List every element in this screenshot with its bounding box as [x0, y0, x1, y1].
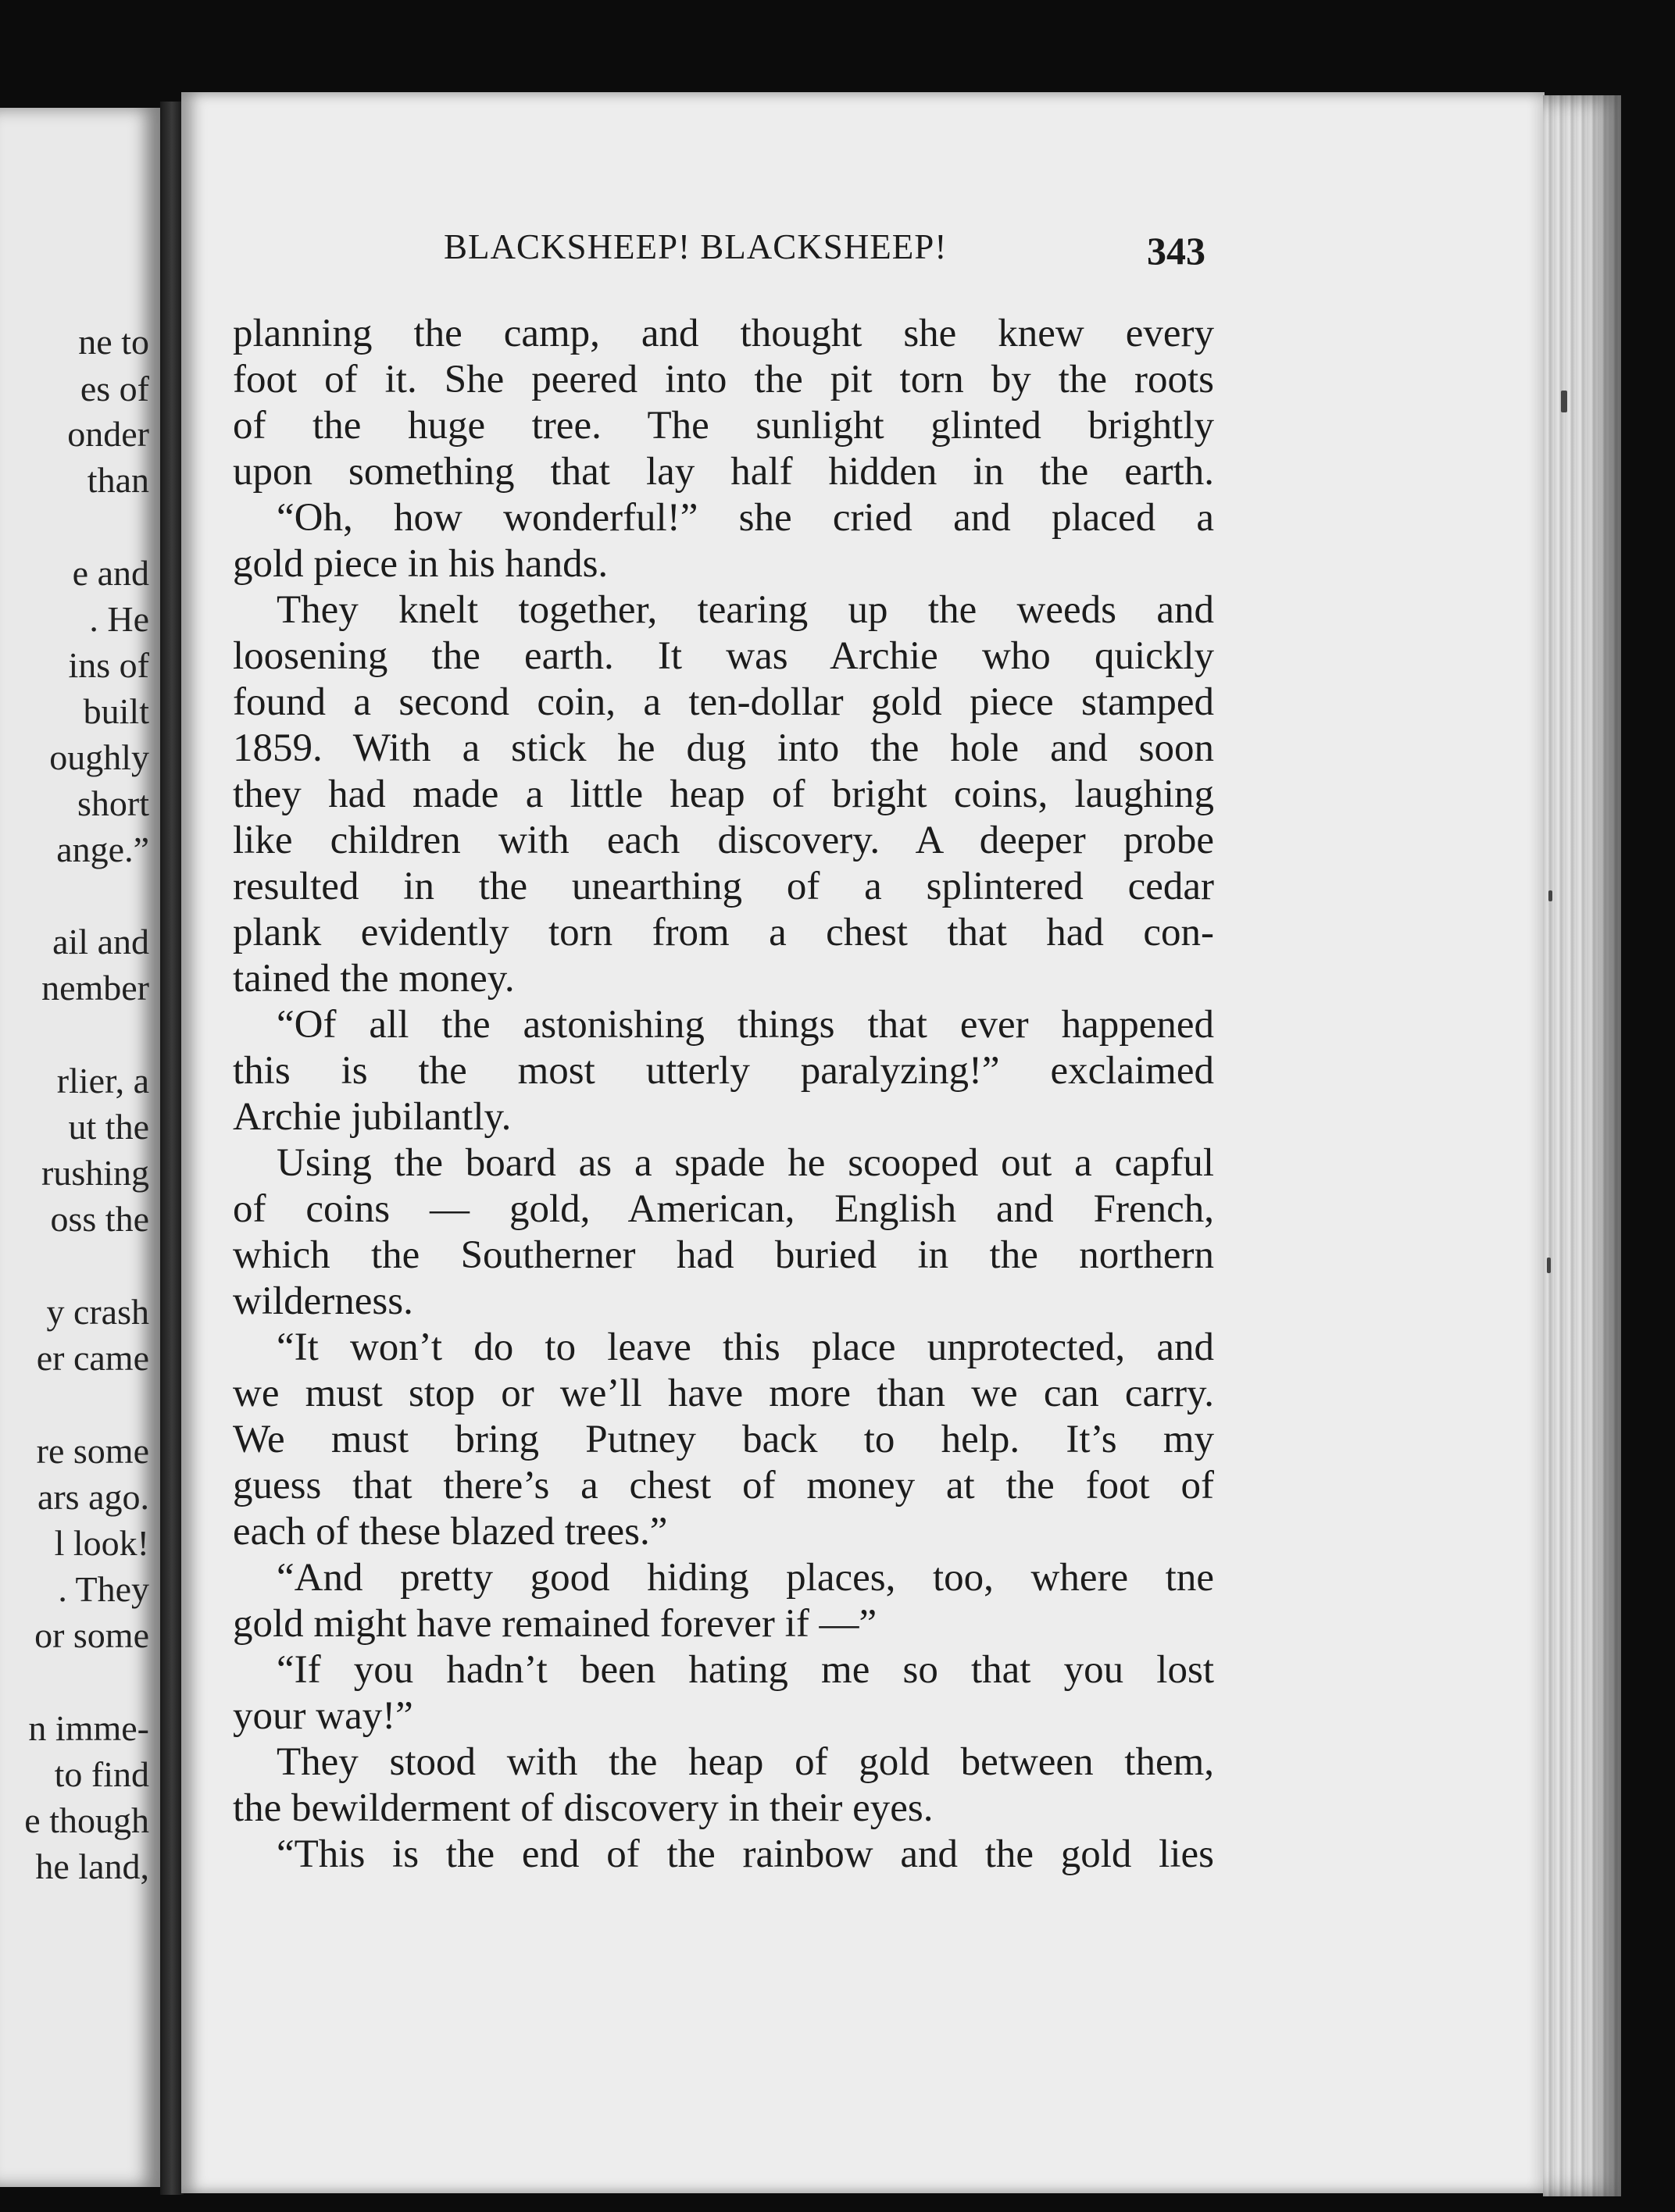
- text-line: each of these blazed trees.”: [233, 1510, 668, 1554]
- facing-page-fragment: oughly: [49, 737, 149, 777]
- facing-page-fragment: short: [77, 783, 149, 823]
- text-line: “And pretty good hiding places, too, where tne: [277, 1556, 1214, 1600]
- facing-page-fragment: . They: [58, 1569, 149, 1609]
- body-text: [233, 311, 1214, 1878]
- text-line: They knelt together, tearing up the weeds and: [277, 588, 1214, 632]
- text-line: Using the board as a spade he scooped out a capful: [277, 1141, 1214, 1185]
- facing-page-fragment: than: [87, 460, 149, 500]
- facing-page-fragment: ins of: [68, 645, 149, 685]
- text-line: “It won’t do to leave this place unprotected, and: [277, 1325, 1214, 1369]
- text-line: like children with each discovery. A deeper probe: [233, 819, 1214, 862]
- text-line: plank evidently torn from a chest that had con-: [233, 911, 1214, 954]
- text-line: of the huge tree. The sunlight glinted brightly: [233, 404, 1214, 448]
- text-line: 1859. With a stick he dug into the hole and soon: [233, 726, 1214, 770]
- facing-page-fragment: built: [83, 691, 149, 731]
- text-line: your way!”: [233, 1694, 413, 1738]
- facing-page-fragment: re some: [36, 1431, 149, 1471]
- facing-page-fragment: ail and: [52, 922, 149, 962]
- text-line: foot of it. She peered into the pit torn by the roots: [233, 358, 1214, 401]
- facing-page-fragment: ars ago.: [37, 1477, 149, 1517]
- facing-page-fragment: rushing: [41, 1153, 149, 1193]
- text-line: tained the money.: [233, 957, 515, 1001]
- facing-page-fragment: e though: [24, 1800, 149, 1840]
- text-line: this is the most utterly paralyzing!” exclaimed: [233, 1049, 1214, 1093]
- facing-page-fragment: es of: [80, 369, 149, 409]
- facing-page-fragment: or some: [34, 1615, 149, 1655]
- facing-page-fragment: ut the: [68, 1107, 149, 1147]
- facing-page-fragment: er came: [36, 1338, 149, 1378]
- text-line: of coins — gold, American, English and French,: [233, 1187, 1214, 1231]
- facing-page-fragment: e and: [72, 553, 149, 593]
- facing-page: [0, 108, 160, 2187]
- text-line: “This is the end of the rainbow and the gold lies: [277, 1832, 1214, 1876]
- text-line: We must bring Putney back to help. It’s my: [233, 1418, 1214, 1461]
- facing-page-fragment: ange.”: [56, 830, 149, 869]
- book-gutter: [160, 102, 184, 2195]
- text-line: we must stop or we’ll have more than we can carry.: [233, 1372, 1214, 1415]
- facing-page-fragment: rlier, a: [56, 1061, 149, 1101]
- page-number: 343: [1147, 229, 1205, 273]
- text-line: which the Southerner had buried in the northern: [233, 1233, 1214, 1277]
- scan-speck: [1561, 391, 1567, 412]
- text-line: they had made a little heap of bright coins, laughing: [233, 772, 1214, 816]
- page-edges: [1543, 95, 1621, 2196]
- text-line: guess that there’s a chest of money at the foot of: [233, 1464, 1214, 1507]
- facing-page-fragment: ne to: [78, 322, 149, 362]
- text-line: “If you hadn’t been hating me so that you lost: [277, 1648, 1214, 1692]
- text-line: “Of all the astonishing things that ever happened: [277, 1003, 1214, 1047]
- text-line: gold might have remained forever if —”: [233, 1602, 877, 1646]
- text-line: planning the camp, and thought she knew every: [233, 312, 1214, 355]
- text-line: the bewilderment of discovery in their eyes.: [233, 1786, 934, 1830]
- facing-page-fragment: l look!: [54, 1523, 149, 1563]
- text-line: They stood with the heap of gold between them,: [277, 1740, 1214, 1784]
- facing-page-fragment: nember: [41, 968, 149, 1008]
- facing-page-fragment: y crash: [46, 1292, 149, 1332]
- running-head: BLACKSHEEP! BLACKSHEEP!: [444, 227, 948, 266]
- facing-page-fragment: to find: [54, 1754, 149, 1794]
- facing-page-fragment: onder: [67, 414, 149, 454]
- scan-speck: [1547, 1258, 1551, 1273]
- facing-page-fragment: oss the: [50, 1199, 149, 1239]
- text-line: Archie jubilantly.: [233, 1095, 512, 1139]
- text-line: found a second coin, a ten-dollar gold piece stamped: [233, 680, 1214, 724]
- facing-page-fragment: n imme-: [28, 1708, 149, 1748]
- facing-page-fragment: he land,: [35, 1846, 149, 1886]
- facing-page-fragment: . He: [89, 599, 149, 639]
- text-line: resulted in the unearthing of a splintered cedar: [233, 865, 1214, 908]
- scan-speck: [1548, 890, 1552, 901]
- text-line: gold piece in his hands.: [233, 542, 609, 586]
- text-line: loosening the earth. It was Archie who quickly: [233, 634, 1214, 678]
- text-line: “Oh, how wonderful!” she cried and placed a: [277, 496, 1214, 540]
- text-line: upon something that lay half hidden in the earth.: [233, 450, 1214, 494]
- text-line: wilderness.: [233, 1279, 413, 1323]
